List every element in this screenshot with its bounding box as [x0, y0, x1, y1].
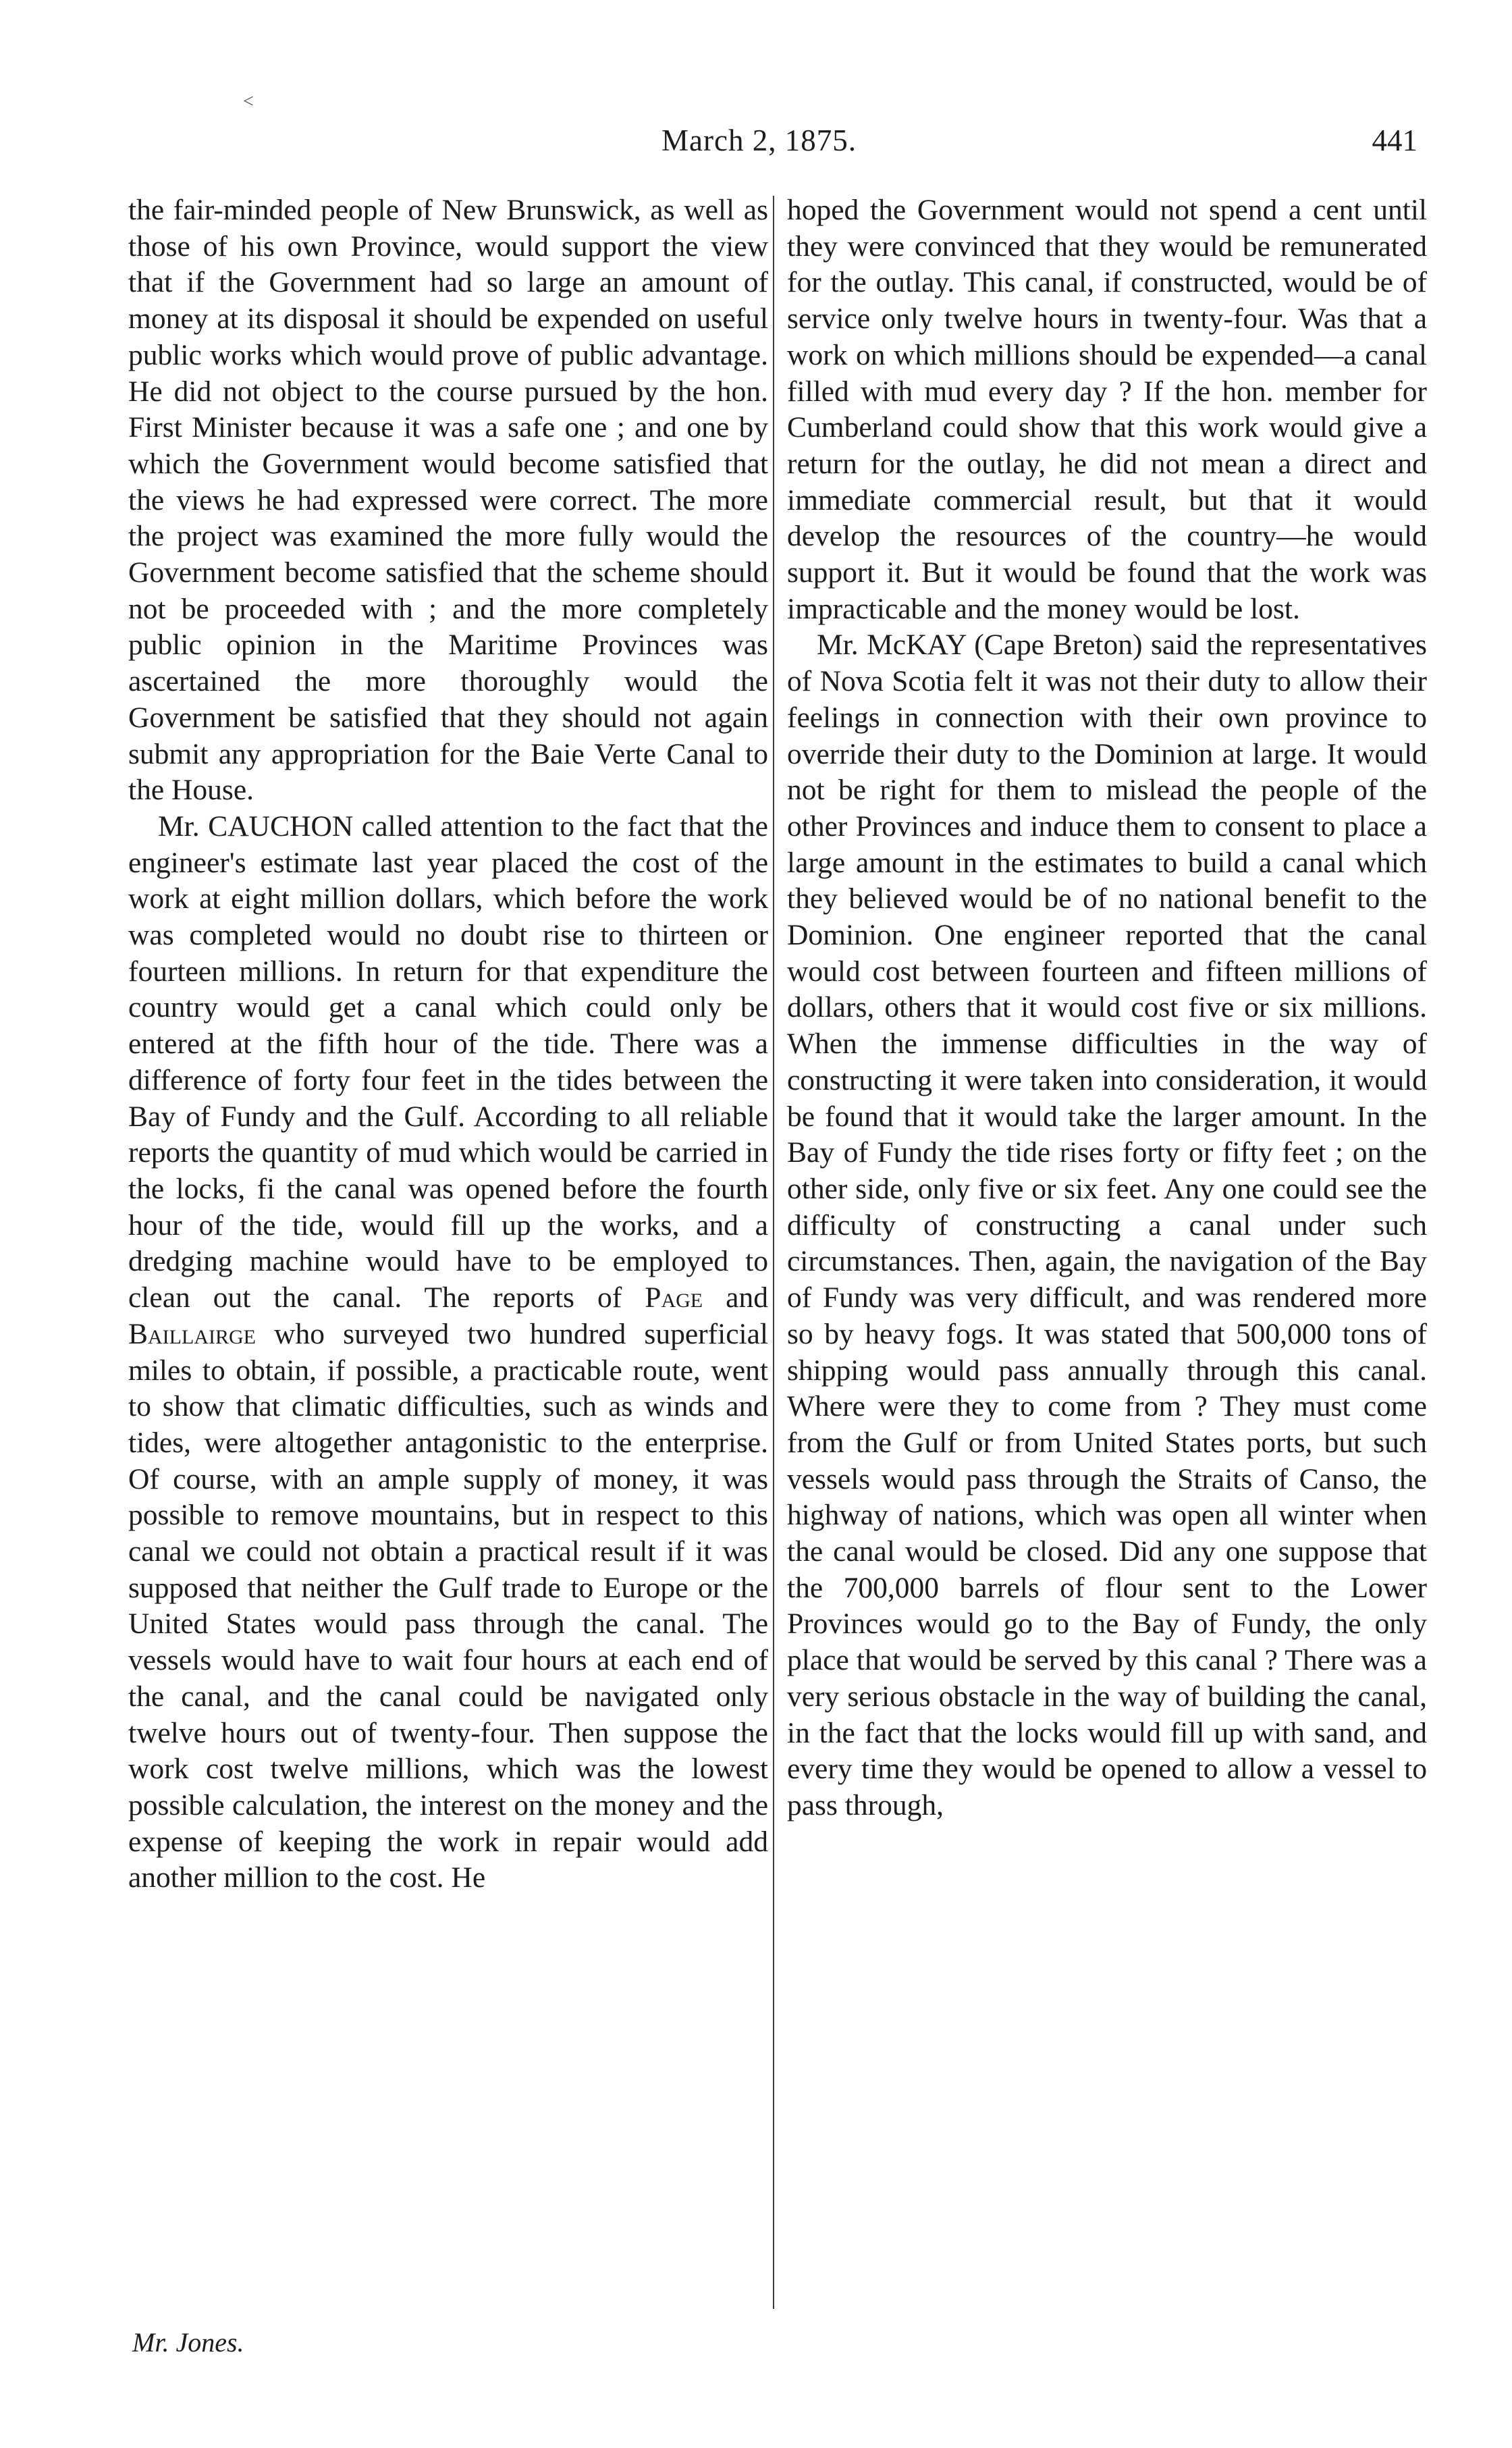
running-head — [662, 120, 1418, 161]
left-paragraph-1: the fair-minded people of New Brunswick, as well as those of his own Province, would support the view that if the Government had so large an amount of money at its disposal it should be expended on useful public works which would prove of public advantage. He did not object to the course pursued by the hon. First Minister because it was a safe one ; and one by which the Government would become satisfied that the views he had expressed were correct. The more the project was examined the more fully would the Government become satisfied that the scheme should not be proceeded with ; and the more completely public opinion in the Maritime Provinces was ascertained the more thoroughly would the Government be satisfied that they should not again submit any appropriation for the Baie Verte Canal to the House. — [128, 194, 768, 807]
speaker-name-mckay: Mr. McKAY — [817, 629, 966, 662]
left-paragraph-2-text-b: who surveyed two hundred superficial miles to obtain, if possible, a practicable route, went to show that climatic difficulties, such as winds and tides, were altogether antagonistic to the enterprise. Of course, with an ample supply of money, it was possible to remove mountains, but in respect to this canal we could not obtain a practical result if it was supposed that neither the Gulf trade to Europe or the United States would pass through the canal. The vessels would have to wait four hours at each end of the canal, and the canal could be navigated only twelve hours out of twenty-four. Then suppose the work cost twelve millions, which was the lowest possible calculation, the interest on the money and the expense of keeping the work in repair would add another million to the cost. He — [128, 1317, 768, 1894]
surveyor-name-baillairge: Baillairge — [128, 1317, 256, 1350]
page-date: March 2, 1875. — [662, 124, 857, 157]
page-number: 441 — [1372, 124, 1418, 157]
right-column — [787, 192, 1427, 1824]
surveyor-name-page: Page — [645, 1281, 703, 1314]
footer-speaker-ref: Mr. Jones. — [132, 2327, 244, 2358]
left-paragraph-2-text-a: called attention to the fact that the engineer's estimate last year placed the cost of the work at eight million dollars, which before the work was completed would no doubt rise to thirteen or fourteen millions. In return for that expenditure the country would get a canal which could only be entered at the fifth hour of the tide. There was a difference of forty four feet in the tides between the Bay of Fundy and the Gulf. According to all reliable reports the quantity of mud which would be carried in the locks, fi the canal was opened before the fourth hour of the tide, would fill up the works, and a dredging machine would have to be employed to clean out the canal. The reports of — [128, 809, 768, 1314]
left-paragraph-2 — [128, 809, 768, 1896]
column-divider — [773, 196, 774, 2309]
left-column — [128, 192, 768, 1896]
stray-mark: ˂ — [243, 91, 254, 112]
left-paragraph-2-and: and — [703, 1281, 768, 1314]
right-paragraph-2 — [787, 627, 1427, 1824]
right-paragraph-1: hoped the Government would not spend a cent until they were convinced that they would be remunerated for the outlay. This canal, if constructed, would be of service only twelve hours in twenty-four. Was that a work on which millions should be expended—a canal filled with mud every day ? If the hon. member for Cumberland could show that this work would give a return for the outlay, he did not mean a direct and immediate commercial result, but that it would develop the resources of the country—he would support it. But it would be found that the work was impracticable and the money would be lost. — [787, 194, 1427, 625]
right-paragraph-2-text: (Cape Breton) said the representatives of Nova Scotia felt it was not their duty to allow their feelings in connection with their own province to override their duty to the Dominion at large. It would not be right for them to mislead the people of the other Provinces and induce them to consent to place a large amount in the estimates to build a canal which they believed would be of no national benefit to the Dominion. One engineer reported that the canal would cost between fourteen and fifteen millions of dollars, others that it would cost five or six millions. When the immense difficulties in the way of constructing it were taken into consideration, it would be found that it would take the larger amount. In the Bay of Fundy the tide rises forty or fifty feet ; on the other side, only five or six feet. Any one could see the difficulty of constructing a canal under such circumstances. Then, again, the navigation of the Bay of Fundy was very difficult, and was rendered more so by heavy fogs. It was stated that 500,000 tons of shipping would pass annually through this canal. Where were they to come from ? They must come from the Gulf or from United States ports, but such vessels would pass through the Straits of Canso, the highway of nations, which was open all winter when the canal would be closed. Did any one suppose that the 700,000 barrels of flour sent to the Lower Provinces would go to the Bay of Fundy, the only place that would be served by this canal ? There was a very serious obstacle in the way of building the canal, in the fact that the locks would fill up with sand, and every time they would be opened to allow a vessel to pass through, — [787, 629, 1427, 1821]
speaker-name-cauchon: Mr. CAUCHON — [158, 809, 354, 843]
